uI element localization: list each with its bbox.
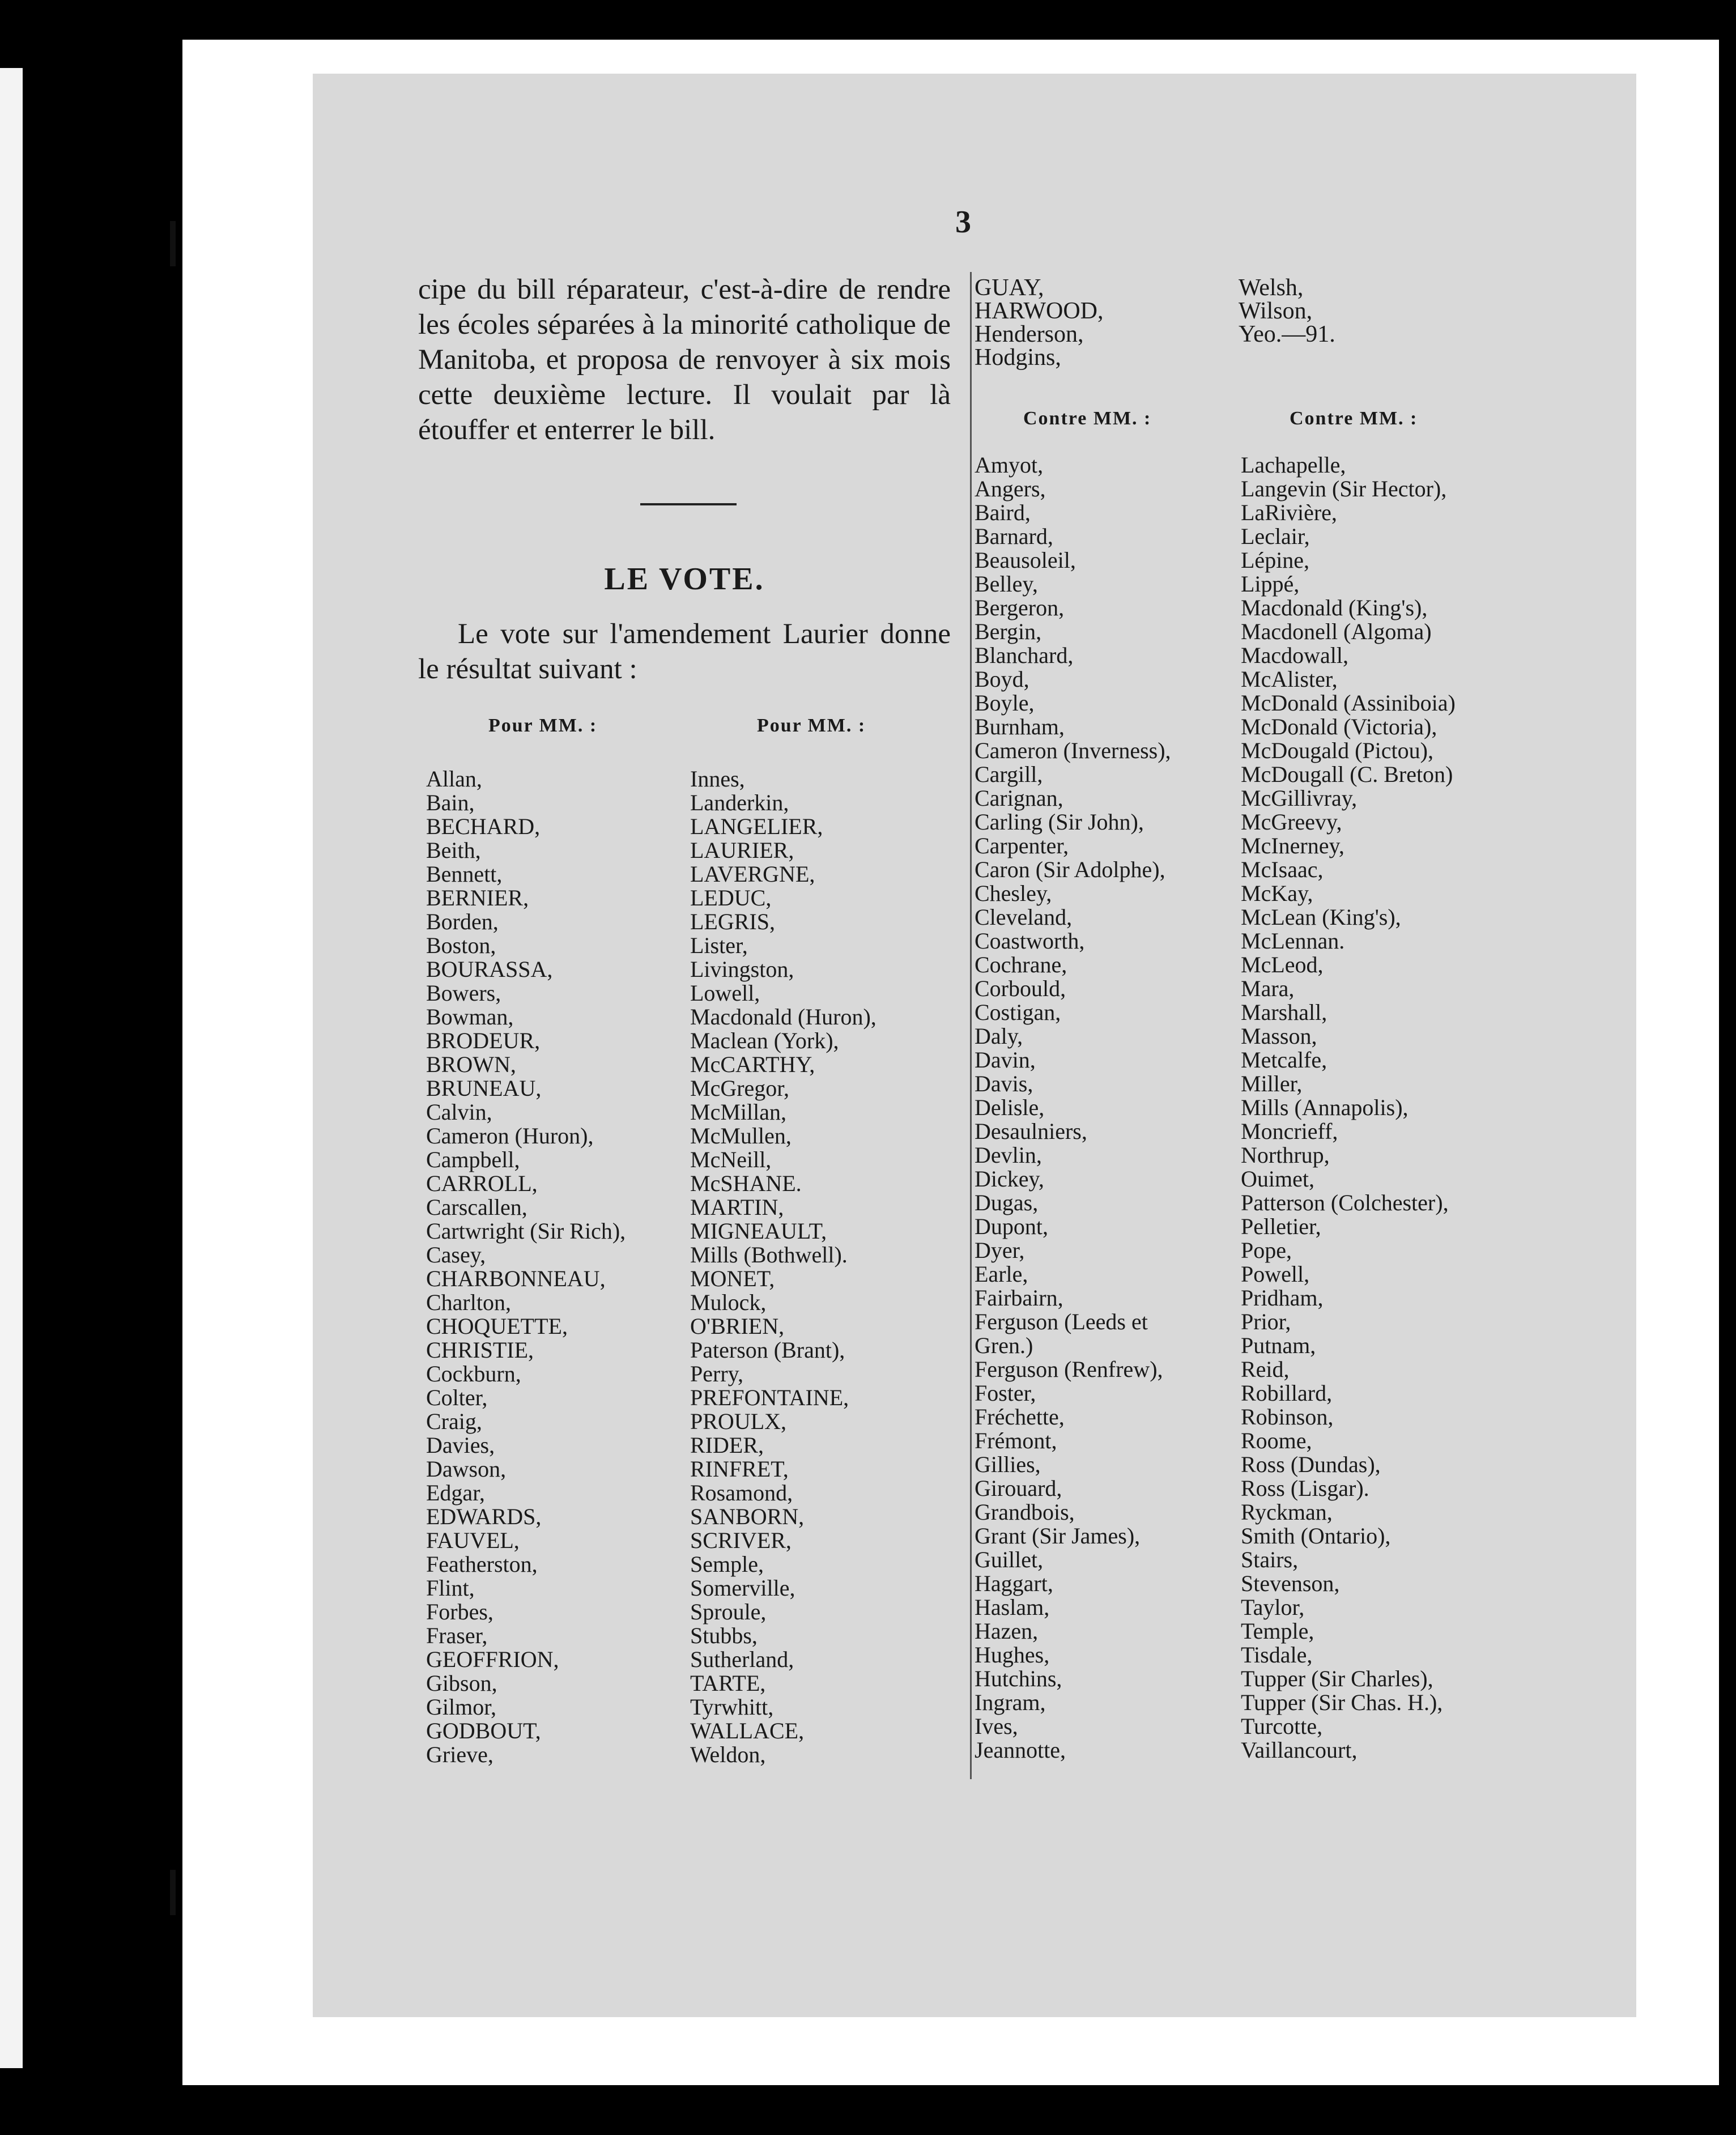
vote-heading: LE VOTE.: [604, 562, 765, 597]
member-name: McLeod,: [1241, 952, 1324, 977]
member-name: Grieve,: [426, 1742, 493, 1767]
member-name: MARTIN,: [690, 1194, 784, 1220]
member-name: Perry,: [690, 1361, 744, 1387]
member-name: Roome,: [1241, 1428, 1312, 1453]
member-name: Charlton,: [426, 1290, 511, 1315]
member-name: Chesley,: [975, 881, 1052, 906]
member-name: Haggart,: [975, 1571, 1053, 1596]
member-name: McMillan,: [690, 1099, 786, 1125]
member-name: Robillard,: [1241, 1380, 1333, 1406]
member-name: Colter,: [426, 1385, 488, 1410]
member-name: Powell,: [1241, 1261, 1310, 1287]
member-name: Henderson,: [975, 321, 1084, 347]
section-divider: [640, 503, 737, 505]
member-name: BRUNEAU,: [426, 1075, 542, 1101]
member-name: Paterson (Brant),: [690, 1337, 845, 1363]
member-name: Hutchins,: [975, 1666, 1062, 1691]
member-name: Somerville,: [690, 1575, 795, 1601]
member-name: Earle,: [975, 1261, 1028, 1287]
member-name: LANGELIER,: [690, 814, 823, 839]
member-name: Dyer,: [975, 1237, 1025, 1263]
member-name: Dugas,: [975, 1190, 1039, 1215]
member-name: Patterson (Colchester),: [1241, 1190, 1449, 1215]
member-name: Fréchette,: [975, 1404, 1065, 1430]
member-name: GODBOUT,: [426, 1718, 541, 1743]
member-name: Calvin,: [426, 1099, 492, 1125]
member-name: Tyrwhitt,: [690, 1694, 774, 1720]
member-name: Gillies,: [975, 1452, 1041, 1477]
member-name: Forbes,: [426, 1599, 493, 1624]
member-name: SCRIVER,: [690, 1528, 792, 1553]
member-name: McIsaac,: [1241, 857, 1324, 882]
intro-paragraph: [418, 272, 951, 448]
member-name: McGreevy,: [1241, 809, 1342, 835]
member-name: BRODEUR,: [426, 1028, 541, 1053]
member-name: McGillivray,: [1241, 785, 1358, 811]
member-name: Beausoleil,: [975, 547, 1076, 573]
page-number: 3: [955, 205, 971, 240]
member-name: Gren.): [975, 1333, 1033, 1358]
member-name: McMullen,: [690, 1123, 792, 1149]
member-name: Ross (Dundas),: [1241, 1452, 1381, 1477]
member-name: Bergin,: [975, 619, 1042, 644]
member-name: Carscallen,: [426, 1194, 527, 1220]
member-name: Gilmor,: [426, 1694, 496, 1720]
member-name: Mills (Bothwell).: [690, 1242, 848, 1268]
member-name: Macdonald (King's),: [1241, 595, 1428, 620]
member-name: Ferguson (Leeds et: [975, 1309, 1148, 1334]
member-name: Welsh,: [1239, 275, 1304, 301]
member-name: Tisdale,: [1241, 1642, 1313, 1668]
member-name: Frémont,: [975, 1428, 1057, 1453]
member-name: McAlister,: [1241, 666, 1338, 692]
member-name: CARROLL,: [426, 1171, 538, 1196]
member-name: McLean (King's),: [1241, 904, 1401, 930]
member-name: Ives,: [975, 1713, 1018, 1739]
member-name: Devlin,: [975, 1142, 1042, 1168]
member-name: Ouimet,: [1241, 1166, 1314, 1192]
pour-list-col2: [690, 767, 876, 1767]
member-name: Sutherland,: [690, 1647, 794, 1672]
member-name: Edgar,: [426, 1480, 485, 1505]
member-name: Gibson,: [426, 1670, 497, 1696]
member-name: MONET,: [690, 1266, 775, 1291]
member-name: Davies,: [426, 1432, 495, 1458]
member-name: Yeo.—91.: [1239, 321, 1335, 347]
member-name: Baird,: [975, 500, 1031, 525]
contre-list-col2: [1241, 453, 1456, 1762]
member-name: McLennan.: [1241, 928, 1345, 954]
member-name: Amyot,: [975, 452, 1044, 478]
member-name: Carling (Sir John),: [975, 809, 1144, 835]
pour-list-col3: [975, 277, 1104, 369]
member-name: Belley,: [975, 571, 1038, 597]
member-name: PROULX,: [690, 1409, 787, 1434]
member-name: McDonald (Assiniboia): [1241, 690, 1456, 716]
member-name: Ferguson (Renfrew),: [975, 1356, 1163, 1382]
member-name: Daly,: [975, 1023, 1023, 1049]
member-name: Barnard,: [975, 524, 1053, 549]
member-name: Rosamond,: [690, 1480, 793, 1505]
member-name: Stairs,: [1241, 1547, 1299, 1572]
member-name: Putnam,: [1241, 1333, 1316, 1358]
member-name: Vaillancourt,: [1241, 1737, 1358, 1763]
member-name: McKay,: [1241, 881, 1313, 906]
member-name: Lachapelle,: [1241, 452, 1346, 478]
member-name: Tupper (Sir Chas. H.),: [1241, 1690, 1443, 1715]
contre-header-right: Contre MM. :: [1290, 408, 1418, 429]
member-name: Delisle,: [975, 1095, 1045, 1120]
member-name: Bergeron,: [975, 595, 1065, 620]
member-name: Tupper (Sir Charles),: [1241, 1666, 1433, 1691]
member-name: Cleveland,: [975, 904, 1073, 930]
member-name: Smith (Ontario),: [1241, 1523, 1391, 1549]
member-name: Borden,: [426, 909, 499, 934]
member-name: EDWARDS,: [426, 1504, 542, 1529]
member-name: McInerney,: [1241, 833, 1344, 858]
contre-list-col1: [975, 453, 1171, 1762]
member-name: Boston,: [426, 933, 496, 958]
member-name: Bennett,: [426, 861, 503, 887]
member-name: Sproule,: [690, 1599, 767, 1624]
member-name: PREFONTAINE,: [690, 1385, 849, 1410]
member-name: GUAY,: [975, 275, 1044, 301]
member-name: Moncrieff,: [1241, 1118, 1338, 1144]
member-name: Davin,: [975, 1047, 1036, 1073]
member-name: McDougall (C. Breton): [1241, 762, 1453, 787]
binding-mark-bottom: [170, 1870, 176, 1915]
member-name: Beith,: [426, 837, 481, 863]
member-name: Marshall,: [1241, 1000, 1327, 1025]
member-name: Allan,: [426, 766, 482, 792]
member-name: Reid,: [1241, 1356, 1290, 1382]
member-name: GEOFFRION,: [426, 1647, 559, 1672]
member-name: Metcalfe,: [1241, 1047, 1327, 1073]
member-name: CHRISTIE,: [426, 1337, 534, 1363]
member-name: Lépine,: [1241, 547, 1310, 573]
member-name: Cockburn,: [426, 1361, 521, 1387]
member-name: Pope,: [1241, 1237, 1292, 1263]
column-divider: [970, 272, 972, 1779]
member-name: McDonald (Victoria),: [1241, 714, 1437, 739]
member-name: Hodgins,: [975, 345, 1061, 371]
member-name: TARTE,: [690, 1670, 766, 1696]
pour-list-col1: [426, 767, 626, 1767]
member-name: Mara,: [1241, 976, 1295, 1001]
member-name: Turcotte,: [1241, 1713, 1323, 1739]
member-name: Livingston,: [690, 956, 794, 982]
member-name: RIDER,: [690, 1432, 764, 1458]
member-name: Weldon,: [690, 1742, 766, 1767]
member-name: Macdonald (Huron),: [690, 1004, 876, 1030]
member-name: Campbell,: [426, 1147, 520, 1172]
member-name: LEDUC,: [690, 885, 772, 911]
vote-intro-text: Le vote sur l'amendement Laurier donne le résultat suivant :: [418, 618, 951, 685]
member-name: Cameron (Inverness),: [975, 738, 1171, 763]
pour-header-right: Pour MM. :: [757, 715, 866, 736]
member-name: Jeannotte,: [975, 1737, 1066, 1763]
member-name: BERNIER,: [426, 885, 529, 911]
member-name: LEGRIS,: [690, 909, 775, 934]
binding-mark-top: [170, 221, 176, 266]
member-name: Boyle,: [975, 690, 1035, 716]
member-name: Fraser,: [426, 1623, 488, 1648]
member-name: LaRivière,: [1241, 500, 1337, 525]
member-name: CHARBONNEAU,: [426, 1266, 606, 1291]
member-name: Cartwright (Sir Rich),: [426, 1218, 626, 1244]
member-name: Caron (Sir Adolphe),: [975, 857, 1165, 882]
member-name: Casey,: [426, 1242, 486, 1268]
member-name: Miller,: [1241, 1071, 1303, 1096]
member-name: Semple,: [690, 1551, 764, 1577]
member-name: Girouard,: [975, 1475, 1062, 1501]
member-name: McDougald (Pictou),: [1241, 738, 1433, 763]
member-name: McSHANE.: [690, 1171, 802, 1196]
member-name: Dickey,: [975, 1166, 1044, 1192]
member-name: Prior,: [1241, 1309, 1291, 1334]
member-name: Ingram,: [975, 1690, 1046, 1715]
member-name: Lister,: [690, 933, 748, 958]
member-name: Coastworth,: [975, 928, 1085, 954]
member-name: Featherston,: [426, 1551, 538, 1577]
member-name: RINFRET,: [690, 1456, 789, 1482]
member-name: CHOQUETTE,: [426, 1313, 568, 1339]
adjacent-page-edge: [0, 68, 23, 2068]
pour-header-left: Pour MM. :: [488, 715, 598, 736]
member-name: Haslam,: [975, 1594, 1050, 1620]
member-name: Burnham,: [975, 714, 1065, 739]
member-name: O'BRIEN,: [690, 1313, 785, 1339]
member-name: Macdonell (Algoma): [1241, 619, 1432, 644]
member-name: Ross (Lisgar).: [1241, 1475, 1369, 1501]
member-name: Landerkin,: [690, 790, 789, 815]
member-name: McCARTHY,: [690, 1052, 815, 1077]
member-name: Craig,: [426, 1409, 482, 1434]
member-name: Hughes,: [975, 1642, 1050, 1668]
member-name: Maclean (York),: [690, 1028, 839, 1053]
member-name: Cochrane,: [975, 952, 1067, 977]
member-name: Northrup,: [1241, 1142, 1330, 1168]
member-name: Lippé,: [1241, 571, 1300, 597]
member-name: Leclair,: [1241, 524, 1310, 549]
member-name: Boyd,: [975, 666, 1029, 692]
member-name: Mulock,: [690, 1290, 767, 1315]
member-name: Costigan,: [975, 1000, 1061, 1025]
member-name: Davis,: [975, 1071, 1033, 1096]
member-name: WALLACE,: [690, 1718, 805, 1743]
member-name: LAVERGNE,: [690, 861, 815, 887]
member-name: Pridham,: [1241, 1285, 1324, 1311]
member-name: Foster,: [975, 1380, 1036, 1406]
member-name: Stevenson,: [1241, 1571, 1340, 1596]
member-name: MIGNEAULT,: [690, 1218, 827, 1244]
member-name: Cameron (Huron),: [426, 1123, 594, 1149]
member-name: Ryckman,: [1241, 1499, 1333, 1525]
member-name: Pelletier,: [1241, 1214, 1321, 1239]
intro-text: cipe du bill réparateur, c'est-à-dire de rendre les écoles séparées à la minorité catholique de Manitoba, et proposa de renvoyer à six mois cette deuxième lecture. Il voulait par là étouffer et enterrer le bill.: [418, 274, 951, 446]
member-name: SANBORN,: [690, 1504, 805, 1529]
member-name: Fairbairn,: [975, 1285, 1063, 1311]
member-name: Carpenter,: [975, 833, 1069, 858]
member-name: Langevin (Sir Hector),: [1241, 476, 1447, 501]
member-name: Wilson,: [1239, 298, 1313, 324]
member-name: Bowers,: [426, 980, 501, 1006]
member-name: Bowman,: [426, 1004, 514, 1030]
member-name: Lowell,: [690, 980, 760, 1006]
member-name: Grant (Sir James),: [975, 1523, 1141, 1549]
member-name: Temple,: [1241, 1618, 1314, 1644]
member-name: Taylor,: [1241, 1594, 1305, 1620]
member-name: Carignan,: [975, 785, 1063, 811]
member-name: BECHARD,: [426, 814, 541, 839]
pour-list-col4: [1239, 277, 1335, 346]
member-name: Masson,: [1241, 1023, 1317, 1049]
member-name: Flint,: [426, 1575, 475, 1601]
member-name: BOURASSA,: [426, 956, 553, 982]
member-name: LAURIER,: [690, 837, 794, 863]
member-name: Desaulniers,: [975, 1118, 1087, 1144]
member-name: Dupont,: [975, 1214, 1048, 1239]
member-name: Robinson,: [1241, 1404, 1334, 1430]
member-name: Blanchard,: [975, 643, 1074, 668]
member-name: Corbould,: [975, 976, 1066, 1001]
member-name: Mills (Annapolis),: [1241, 1095, 1409, 1120]
member-name: HARWOOD,: [975, 298, 1104, 324]
member-name: BROWN,: [426, 1052, 516, 1077]
contre-header-left: Contre MM. :: [1023, 408, 1152, 429]
member-name: McNeill,: [690, 1147, 772, 1172]
member-name: Macdowall,: [1241, 643, 1348, 668]
member-name: Hazen,: [975, 1618, 1039, 1644]
member-name: Angers,: [975, 476, 1046, 501]
member-name: Cargill,: [975, 762, 1043, 787]
member-name: McGregor,: [690, 1075, 789, 1101]
member-name: Guillet,: [975, 1547, 1044, 1572]
member-name: FAUVEL,: [426, 1528, 520, 1553]
member-name: Innes,: [690, 766, 745, 792]
member-name: Bain,: [426, 790, 475, 815]
member-name: Stubbs,: [690, 1623, 758, 1648]
member-name: Grandbois,: [975, 1499, 1075, 1525]
member-name: Dawson,: [426, 1456, 507, 1482]
